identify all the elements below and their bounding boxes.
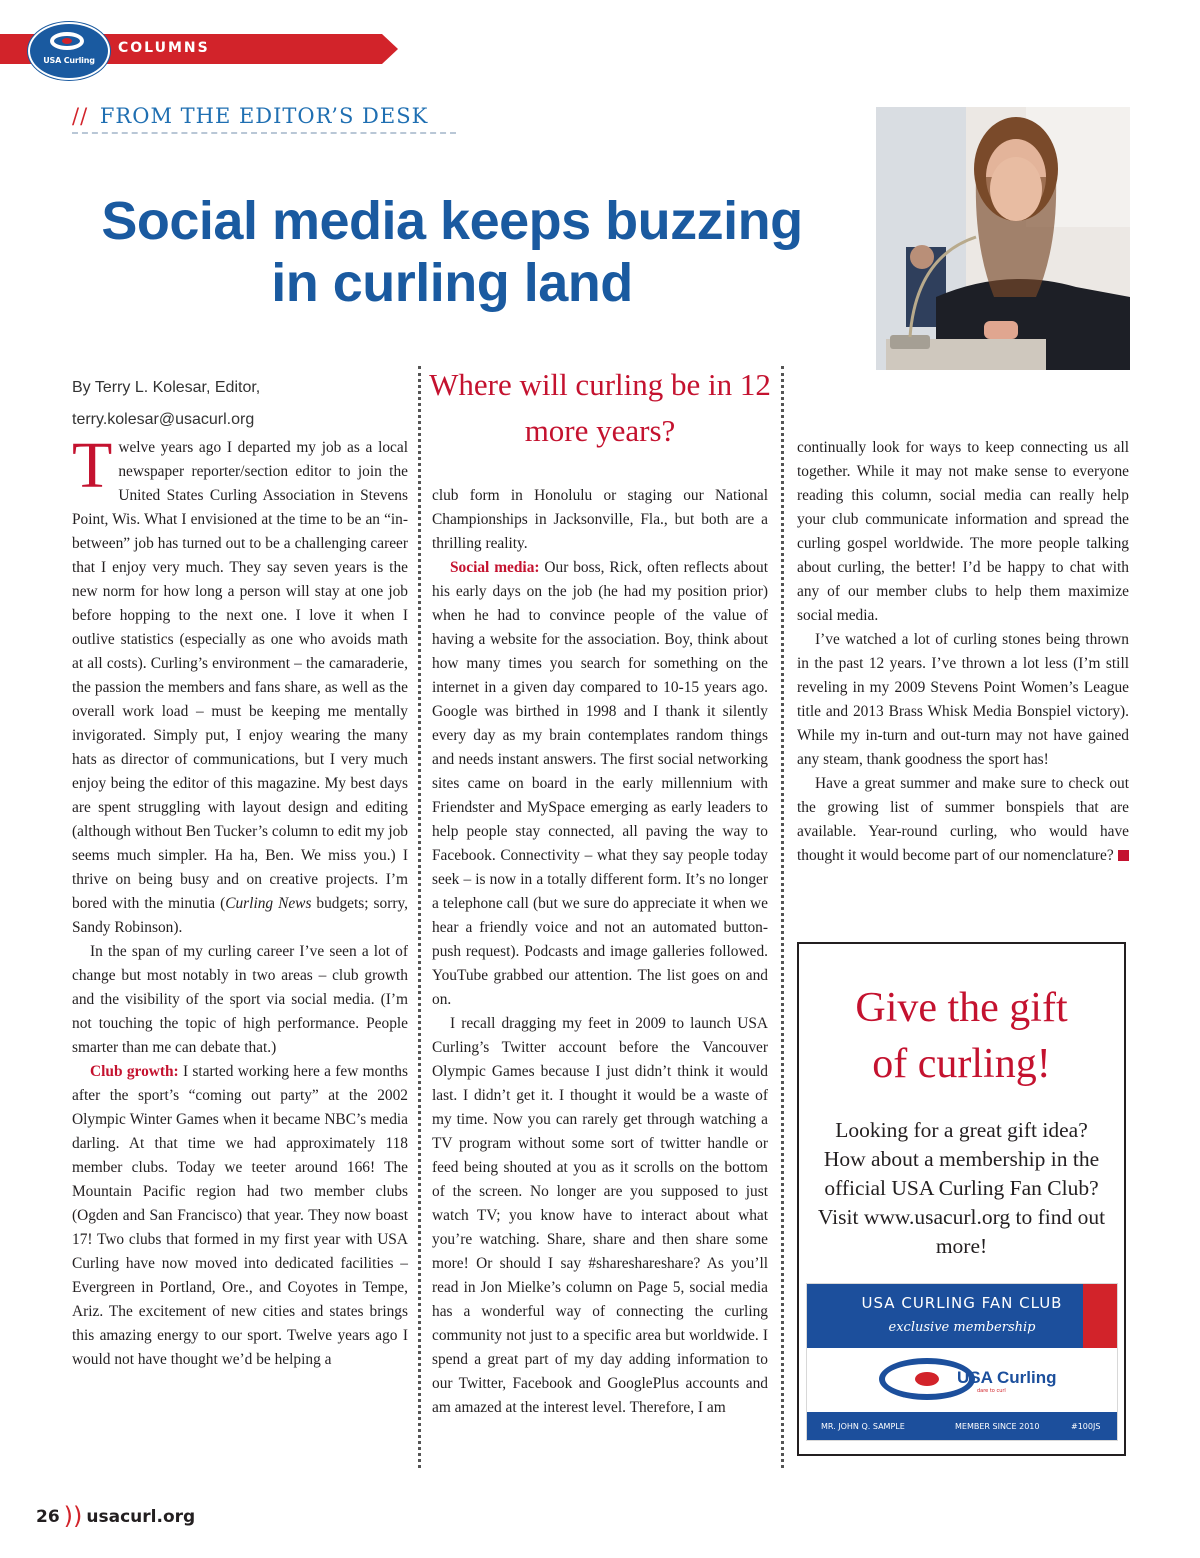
page-number: 26 (36, 1507, 60, 1527)
card-member-name: MR. JOHN Q. SAMPLE (821, 1422, 905, 1431)
article-column-1 (72, 429, 409, 1372)
paragraph: Social media: Our boss, Rick, often reflects about his early days on the job (he had my position prior) when he had to convince people of the value of having a website for the association. Boy, think about how many times you search for something on the internet in a given day compared to 10-15 years ago. Google was birthed in 1998 and I thank it silently every day as my brain contemplates random things and needs instant answers. The first social networking sites came on board in the early millennium with Friendster and MySpace emerging as early leaders to help people stay connected, all paving the way to Facebook. Connectivity – what they say people today seek – is now in a totally different form. It’s no longer a telephone call (but we sure do appreciate it when we hear a friendly voice and not an automated button-push request). Podcasts and image galleries followed. YouTube grabbed our attention. The list goes on and on. (432, 559, 768, 1008)
card-club-name: USA CURLING FAN CLUB (861, 1294, 1063, 1312)
paragraph: I recall dragging my feet in 2009 to launch USA Curling’s Twitter account before the Vancouver Olympic Games because I just didn’t think it would last. I didn’t get it. I thought it would be a waste of my time. Now you can rarely get through watching a TV program without some sort of twitter handle or feed being shouted at you as it scrolls on the bottom of the screen. No longer are you supposed to just watch TV; you know have to interact about what you’re watching. Share, share and then share some more! Or should I say #shareshareshare? As you’ll read in Jon Mielke’s column on Page 5, social media has a wonderful way of connecting the curling community not just to a specific area but worldwide. I spend a great part of my day adding information to our Twitter, Facebook and GooglePlus accounts and am amazed at the interest level. Therefore, I am (432, 1015, 768, 1416)
paragraph: club form in Honolulu or staging our National Championships in Jacksonville, Fla., but both are a thrilling reality. (432, 487, 768, 552)
end-mark-icon (1118, 850, 1129, 861)
paragraph: Club growth: I started working here a few months after the sport’s “coming out party” at the 2002 Olympic Winter Games when it became NBC’s media darling. At that time we had approximately 118 member clubs. Today we teeter around 166! The Mountain Pacific region had two member clubs (Ogden and San Francisco) that year. They now boast 17! Two clubs that formed in my first year with USA Curling have now moved into dedicated facilities – Evergreen in Portland, Ore., and Coyotes in Tempe, Ariz. The excitement of new cities and states brings this amazing energy to our sport. Twelve years ago I would not have thought we’d be helping a (72, 1063, 408, 1368)
editor-photo (876, 107, 1130, 370)
curling-stone-icon (50, 32, 84, 50)
column-divider (781, 366, 784, 1468)
card-logo-tagline: dare to curl (977, 1388, 1006, 1394)
lead-in: Social media: (450, 559, 540, 576)
membership-card (807, 1284, 1117, 1440)
article-headline: Social media keeps buzzing in curling land (101, 191, 803, 313)
card-footer (807, 1412, 1117, 1440)
logo-text: USA Curling (43, 56, 95, 65)
ad-body: Looking for a great gift idea? How about a membership in the official USA Curling Fan Club? Visit www.usacurl.org to find out more! (817, 1118, 1106, 1258)
byline (72, 372, 260, 436)
byline-email: terry.kolesar@usacurl.org (72, 411, 255, 428)
footer-separator-icon: )) (63, 1502, 83, 1530)
card-tagline: exclusive membership (888, 1320, 1036, 1335)
paragraph: In the span of my curling career I’ve seen a lot of change but most notably in two areas – club growth and the visibility of the sport via social media. (I’m not touching the topic of high performance. People smarter than me can debate that.) (72, 943, 408, 1056)
kicker-text: FROM THE EDITOR’S DESK (99, 104, 429, 128)
paragraph: Have a great summer and make sure to check out the growing list of summer bonspiels that are available. Year-round curling, who would have thought it would become part of our nomenclature? (797, 775, 1129, 864)
card-member-since: MEMBER SINCE 2010 (955, 1422, 1040, 1431)
paragraph: I’ve watched a lot of curling stones being thrown in the past 12 years. I’ve thrown a lot less (I’m still reveling in my 2009 Stevens Point Women’s League title and 2013 Brass Whisk Media Bonspiel victory). While my in-turn and out-turn may not have gained any steam, thank goodness the sport has! (797, 631, 1129, 768)
fan-club-ad[interactable] (797, 942, 1126, 1456)
column-kicker (72, 104, 456, 134)
usa-curling-logo (28, 22, 110, 80)
section-label: COLUMNS (118, 40, 210, 56)
article-column-3 (797, 436, 1129, 868)
byline-author: By Terry L. Kolesar, Editor, (72, 379, 261, 396)
paragraph: continually look for ways to keep connecting us all together. While it may not make sense to everyone reading this column, social media can really help your club communicate information and spread the curling gospel worldwide. The more people talking about curling, the better! I’d be happy to chat with any of our member clubs to help them maximize social media. (797, 439, 1129, 624)
footer-site[interactable]: usacurl.org (86, 1507, 196, 1527)
card-logo-text: USA Curling (957, 1368, 1057, 1387)
pull-quote: Where will curling be in 12 more years? (426, 362, 774, 454)
ad-title: Give the gift of curling! (855, 985, 1068, 1087)
paragraph: Twelve years ago I departed my job as a local newspaper reporter/section editor to join the United States Curling Association in Stevens Point, Wis. What I envisioned at the time to be an “in-between” job has turned out to be a challenging career that I enjoy very much. They say seven years is the new norm for how long a person will stay at one job before hopping to the next one. I love it when I outlive statistics (especially as one who avoids math at all costs). Curling’s environment – the camaraderie, the passion the members and fans share, as well as the overall work load – must be keeping me mentally invigorated. Simply put, I enjoy wearing the many hats as director of communications, but I very much enjoy being the editor of this magazine. My best days are spent struggling with layout design and editing (although without Ben Tucker’s column to edit my job seems much simpler. Ha ha, Ben. We miss you.) I thrive on being busy and on creative projects. I’m bored with the minutia (Curling News budgets; sorry, Sandy Robinson). (72, 429, 409, 936)
article-column-2 (432, 484, 768, 1420)
lead-in: Club growth: (90, 1063, 179, 1080)
column-divider (418, 366, 421, 1468)
kicker-slashes: // (72, 104, 89, 128)
card-member-number: #100JS (1071, 1422, 1101, 1431)
page-footer (36, 1500, 195, 1528)
drop-cap: T (72, 429, 113, 502)
card-header (807, 1284, 1117, 1348)
